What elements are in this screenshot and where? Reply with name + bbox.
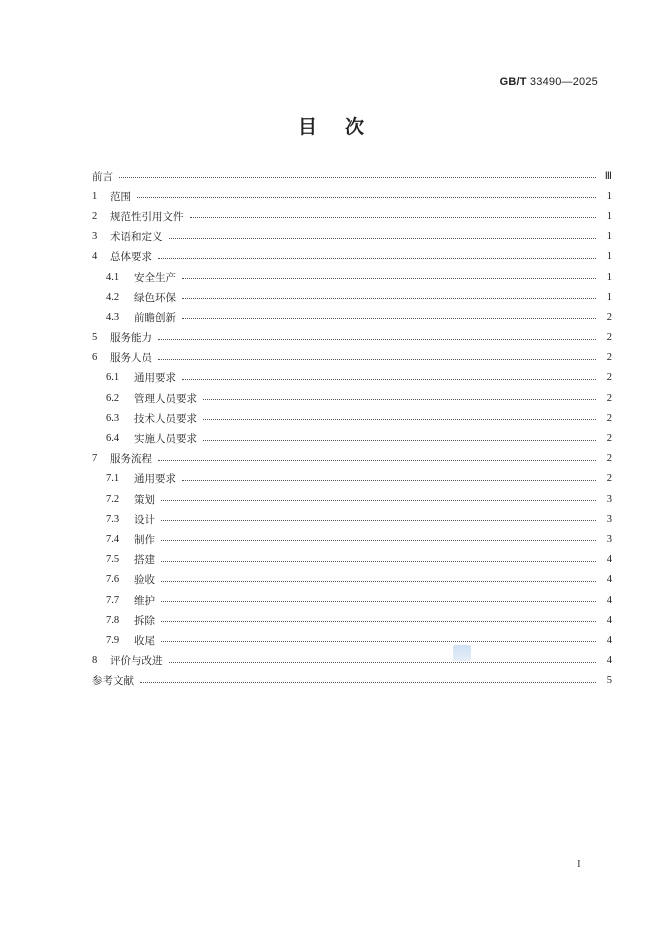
dot-leader <box>203 440 596 441</box>
dot-leader <box>182 379 596 380</box>
dot-leader <box>161 520 596 521</box>
toc-entry-page: 1 <box>606 190 612 202</box>
toc-entry-number: 6.1 <box>106 372 120 384</box>
dot-leader <box>190 217 597 218</box>
toc-entry[interactable] <box>92 529 612 549</box>
dot-leader <box>140 682 596 683</box>
standard-code: 33490—2025 <box>526 76 598 88</box>
toc-entry-label: 维护 <box>134 594 155 607</box>
dot-leader <box>161 540 596 541</box>
toc-entry-number: 7.4 <box>106 533 120 545</box>
toc-entry-page: 1 <box>606 210 612 222</box>
toc-entry-page: 2 <box>606 372 612 384</box>
toc-entry-page: 3 <box>606 533 612 545</box>
toc-entry[interactable] <box>92 368 612 388</box>
toc-entry-page: 1 <box>606 271 612 283</box>
dot-leader <box>182 298 596 299</box>
dot-leader <box>119 177 596 178</box>
toc-entry[interactable] <box>92 166 612 186</box>
dot-leader <box>161 581 596 582</box>
toc-entry-page: 4 <box>606 574 612 586</box>
toc-entry[interactable] <box>92 590 612 610</box>
toc-entry-page: 2 <box>606 332 612 344</box>
dot-leader <box>182 480 596 481</box>
toc-entry-label: 搭建 <box>134 554 155 567</box>
dot-leader <box>161 561 596 562</box>
dot-leader <box>158 460 596 461</box>
toc-entry-number: 6.3 <box>106 412 120 424</box>
toc-entry-label: 总体要求 <box>110 251 152 264</box>
toc-entry-number: 6 <box>92 352 98 364</box>
toc-entry[interactable] <box>92 570 612 590</box>
toc-entry[interactable] <box>92 307 612 327</box>
dot-leader <box>158 359 596 360</box>
toc-entry-label: 绿色环保 <box>134 291 176 304</box>
toc-entry-label: 通用要求 <box>134 372 176 385</box>
dot-leader <box>158 258 596 259</box>
toc-entry[interactable] <box>92 186 612 206</box>
toc-entry[interactable] <box>92 509 612 529</box>
dot-leader <box>169 662 597 663</box>
toc-entry[interactable] <box>92 328 612 348</box>
toc-entry[interactable] <box>92 469 612 489</box>
toc-entry-number: 7.5 <box>106 554 120 566</box>
toc-entry[interactable] <box>92 630 612 650</box>
toc-entry-page: 2 <box>606 433 612 445</box>
toc-entry-page: 2 <box>606 473 612 485</box>
toc-entry-page: 4 <box>606 594 612 606</box>
toc-entry[interactable] <box>92 651 612 671</box>
toc-entry-page: 2 <box>606 392 612 404</box>
toc-entry[interactable] <box>92 267 612 287</box>
dot-leader <box>161 621 596 622</box>
toc-entry-label: 服务流程 <box>110 453 152 466</box>
page-title: 目次 <box>297 116 392 138</box>
toc-entry[interactable] <box>92 671 612 691</box>
dot-leader <box>137 197 596 198</box>
toc-entry-number: 4 <box>92 251 98 263</box>
toc-entry-label: 收尾 <box>134 634 155 647</box>
toc-entry-label: 策划 <box>134 493 155 506</box>
toc-entry-number: 6.4 <box>106 433 120 445</box>
toc-entry[interactable] <box>92 610 612 630</box>
dot-leader <box>169 238 597 239</box>
dot-leader <box>158 339 596 340</box>
toc-entry-label: 管理人员要求 <box>134 392 197 405</box>
dot-leader <box>182 318 596 319</box>
toc-entry-label: 设计 <box>134 513 155 526</box>
toc-entry-number: 4.3 <box>106 311 120 323</box>
toc-entry-label: 验收 <box>134 574 155 587</box>
dot-leader <box>203 419 596 420</box>
toc-entry-label: 服务人员 <box>110 352 152 365</box>
toc-entry-label: 技术人员要求 <box>134 412 197 425</box>
toc-entry-number: 4.2 <box>106 291 120 303</box>
toc-entry-page: Ⅲ <box>604 171 612 183</box>
toc-entry[interactable] <box>92 287 612 307</box>
toc-entry-page: 1 <box>606 291 612 303</box>
standard-number <box>500 76 598 88</box>
toc-entry-number: 7.2 <box>106 493 120 505</box>
toc-entry-label: 前言 <box>92 170 113 183</box>
toc-entry-number: 5 <box>92 332 98 344</box>
dot-leader <box>203 399 596 400</box>
toc-entry[interactable] <box>92 227 612 247</box>
toc-entry[interactable] <box>92 348 612 368</box>
toc-entry[interactable] <box>92 247 612 267</box>
toc-entry-number: 2 <box>92 210 98 222</box>
table-of-contents <box>92 166 612 691</box>
toc-entry-label: 拆除 <box>134 614 155 627</box>
toc-entry-page: 3 <box>606 493 612 505</box>
toc-entry-page: 2 <box>606 311 612 323</box>
toc-entry-number: 7.3 <box>106 513 120 525</box>
toc-entry-label: 服务能力 <box>110 332 152 345</box>
dot-leader <box>182 278 596 279</box>
toc-entry-page: 1 <box>606 231 612 243</box>
toc-entry-number: 7.9 <box>106 634 120 646</box>
toc-entry-number: 7.1 <box>106 473 120 485</box>
dot-leader <box>161 641 596 642</box>
toc-entry[interactable] <box>92 408 612 428</box>
toc-entry-page: 5 <box>606 675 612 687</box>
toc-entry-number: 6.2 <box>106 392 120 404</box>
toc-entry-label: 术语和定义 <box>110 231 163 244</box>
toc-entry-number: 1 <box>92 190 98 202</box>
toc-entry-page: 4 <box>606 634 612 646</box>
toc-entry[interactable] <box>92 388 612 408</box>
toc-entry-label: 范围 <box>110 190 131 203</box>
toc-entry-page: 4 <box>606 655 612 667</box>
toc-entry-label: 评价与改进 <box>110 655 163 668</box>
watermark-logo <box>453 645 471 661</box>
toc-entry[interactable] <box>92 428 612 448</box>
toc-entry-label: 实施人员要求 <box>134 433 197 446</box>
toc-entry-page: 2 <box>606 352 612 364</box>
toc-entry-label: 前瞻创新 <box>134 311 176 324</box>
page-number: I <box>577 858 581 870</box>
toc-entry-page: 4 <box>606 554 612 566</box>
toc-entry-number: 7 <box>92 453 98 465</box>
toc-entry-page: 2 <box>606 453 612 465</box>
toc-entry-label: 参考文献 <box>92 675 134 688</box>
toc-entry-number: 7.6 <box>106 574 120 586</box>
toc-entry-page: 4 <box>606 614 612 626</box>
toc-entry-page: 3 <box>606 513 612 525</box>
dot-leader <box>161 500 596 501</box>
toc-entry-label: 安全生产 <box>134 271 176 284</box>
standard-prefix: GB/T <box>499 76 527 88</box>
toc-entry-label: 规范性引用文件 <box>110 210 184 223</box>
toc-entry-label: 制作 <box>134 533 155 546</box>
toc-entry-label: 通用要求 <box>134 473 176 486</box>
toc-entry[interactable] <box>92 449 612 469</box>
dot-leader <box>161 601 596 602</box>
toc-entry-page: 1 <box>606 251 612 263</box>
toc-entry[interactable] <box>92 206 612 226</box>
toc-entry-number: 3 <box>92 231 98 243</box>
toc-entry-number: 7.7 <box>106 594 120 606</box>
toc-entry[interactable] <box>92 489 612 509</box>
toc-entry-number: 7.8 <box>106 614 120 626</box>
toc-entry-number: 4.1 <box>106 271 120 283</box>
toc-entry-page: 2 <box>606 412 612 424</box>
toc-entry[interactable] <box>92 550 612 570</box>
toc-entry-number: 8 <box>92 655 98 667</box>
